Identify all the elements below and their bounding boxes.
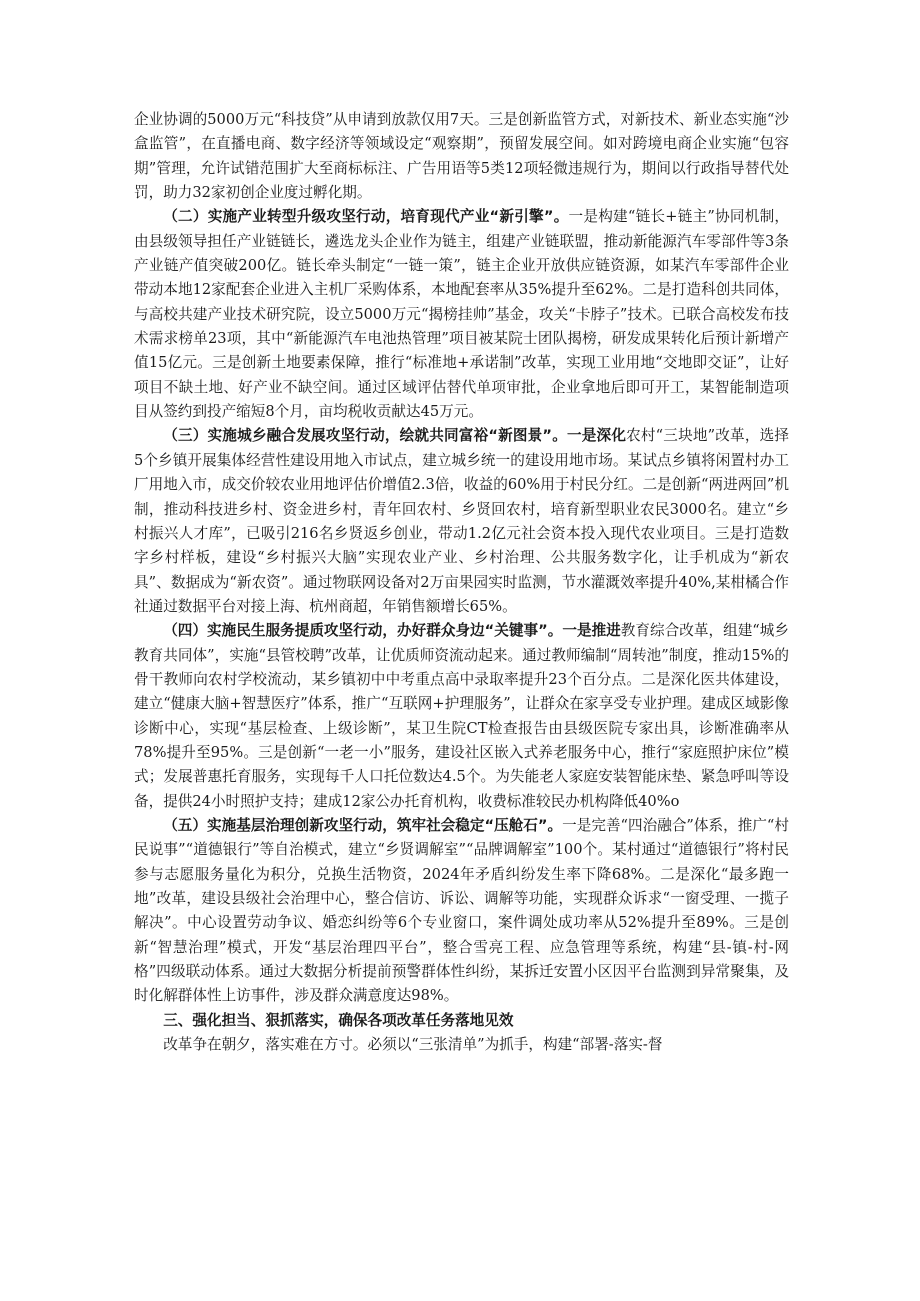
paragraph-5-lead: （五）实施基层治理创新攻坚行动，筑牢社会稳定“压舱石”。 bbox=[163, 816, 563, 834]
paragraph-1-body: 企业协调的5000万元“科技贷”从申请到放款仅用7天。三是创新监管方式，对新技术、新业态实施“沙盒监管”，在直播电商、数字经济等领域设定“观察期”，预留发展空间。如对跨境电商企业实施“包容期”管理，允许试错范围扩大至商标标注、广告用语等5类12项轻微违规行为，期间以行政指导替代处罚，助力32家初创企业度过孵化期。 bbox=[134, 111, 789, 202]
paragraph-5-body: 一是完善“四治融合”体系，推广“村民说事”“道德银行”等自治模式，建立“乡贤调解室”“品牌调解室”100个。某村通过“道德银行”将村民参与志愿服务量化为积分，兑换生活物资，2024年矛盾纠纷发生率下降68%。二是深化“最多跑一地”改革，建设县级社会治理中心，整合信访、诉讼、调解等功能，实现群众诉求“一窗受理、一揽子解决”。中心设置劳动争议、婚恋纠纷等6个专业窗口，案件调处成功率从52%提升至89%。三是创新“智慧治理”模式，开发“基层治理四平台”，整合雪亮工程、应急管理等系统，构建“县-镇-村-网格”四级联动体系。通过大数据分析提前预警群体性纠纷，某拆迁安置小区因平台监测到异常聚集，及时化解群体性上访事件，涉及群众满意度达98%。 bbox=[134, 816, 789, 1005]
paragraph-3-body: 农村“三块地”改革，选择5个乡镇开展集体经营性建设用地入市试点，建立城乡统一的建设用地市场。某试点乡镇将闲置村办工厂用地入市，成交价较农业用地评估价增值2.3倍，收益的60%用于村民分红。二是创新“两进两回”机制，推动科技进乡村、资金进乡村，青年回农村、乡贤回农村，培育新型职业农民3000名。建立“乡村振兴人才库”，已吸引216名乡贤返乡创业，带动1.2亿元社会资本投入现代农业项目。三是打造数字乡村样板，建设“乡村振兴大脑”实现农业产业、乡村治理、公共服务数字化，让手机成为“新农具”、数据成为“新农资”。通过物联网设备对2万亩果园实时监测，节水灌溉效率提升40%,某柑橘合作社通过数据平台对接上海、杭州商超，年销售额增长65%。 bbox=[134, 427, 789, 615]
document-page bbox=[134, 108, 789, 1057]
paragraph-3-lead: （三）实施城乡融合发展攻坚行动，绘就共同富裕“新图景”。一是深化 bbox=[163, 427, 627, 445]
closing-paragraph: 改革争在朝夕，落实难在方寸。必须以“三张清单”为抓手，构建“部署-落实-督 bbox=[163, 1036, 663, 1054]
paragraph-4-body: 教育综合改革，组建“城乡教育共同体”，实施“县管校聘”改革，让优质师资流动起来。通过教师编制“周转池”制度，推动15%的骨干教师向农村学校流动，某乡镇初中中考重点高中录取率提升23个百分点。二是深化医共体建设，建立“健康大脑+智慧医疗”体系，推广“互联网+护理服务”，让群众在家享受专业护理。建成区域影像诊断中心，实现“基层检查、上级诊断”，某卫生院CT检查报告由县级医院专家出具，诊断准确率从78%提升至95%。三是创新“一老一小”服务，建设社区嵌入式养老服务中心，推行“家庭照护床位”模式；发展普惠托育服务，实现每千人口托位数达4.5个。为失能老人家庭安装智能床垫、紧急呼叫等设备，提供24小时照护支持；建成12家公办托育机构，收费标准较民办机构降低40%o bbox=[134, 622, 789, 810]
paragraph-2-body: 一是构建“链长+链主”协同机制，由县级领导担任产业链链长，遴选龙头企业作为链主，组建产业链联盟，推动新能源汽车零部件等3条产业链产值突破200亿。链长牵头制定“一链一策”，链主企业开放供应链资源，如某汽车零部件企业带动本地12家配套企业进入主机厂采购体系，本地配套率从35%提升至62%。二是打造科创共同体，与高校共建产业技术研究院，设立5000万元“揭榜挂帅”基金，攻关“卡脖子”技术。已联合高校发布技术需求榜单23项，其中“新能源汽车电池热管理”项目被某院士团队揭榜，研发成果转化后预计新增产值15亿元。三是创新土地要素保障，推行“标准地+承诺制”改革，实现工业用地“交地即交证”，让好项目不缺土地、好产业不缺空间。通过区域评估替代单项审批，企业拿地后即可开工，某智能制造项目从签约到投产缩短8个月，亩均税收贡献达45万元。 bbox=[134, 208, 789, 421]
paragraph-5 bbox=[134, 814, 789, 1009]
paragraph-4-lead: （四）实施民生服务提质攻坚行动，办好群众身边“关键事”。一是推进 bbox=[163, 622, 621, 640]
paragraph-2 bbox=[134, 205, 789, 424]
paragraph-3 bbox=[134, 424, 789, 619]
paragraph-2-lead: （二）实施产业转型升级攻坚行动，培育现代产业“新引擎”。 bbox=[163, 208, 569, 226]
paragraph-1 bbox=[134, 108, 789, 205]
paragraph-4 bbox=[134, 619, 789, 814]
section-heading: 三、强化担当、狠抓落实，确保各项改革任务落地见效 bbox=[163, 1011, 514, 1029]
